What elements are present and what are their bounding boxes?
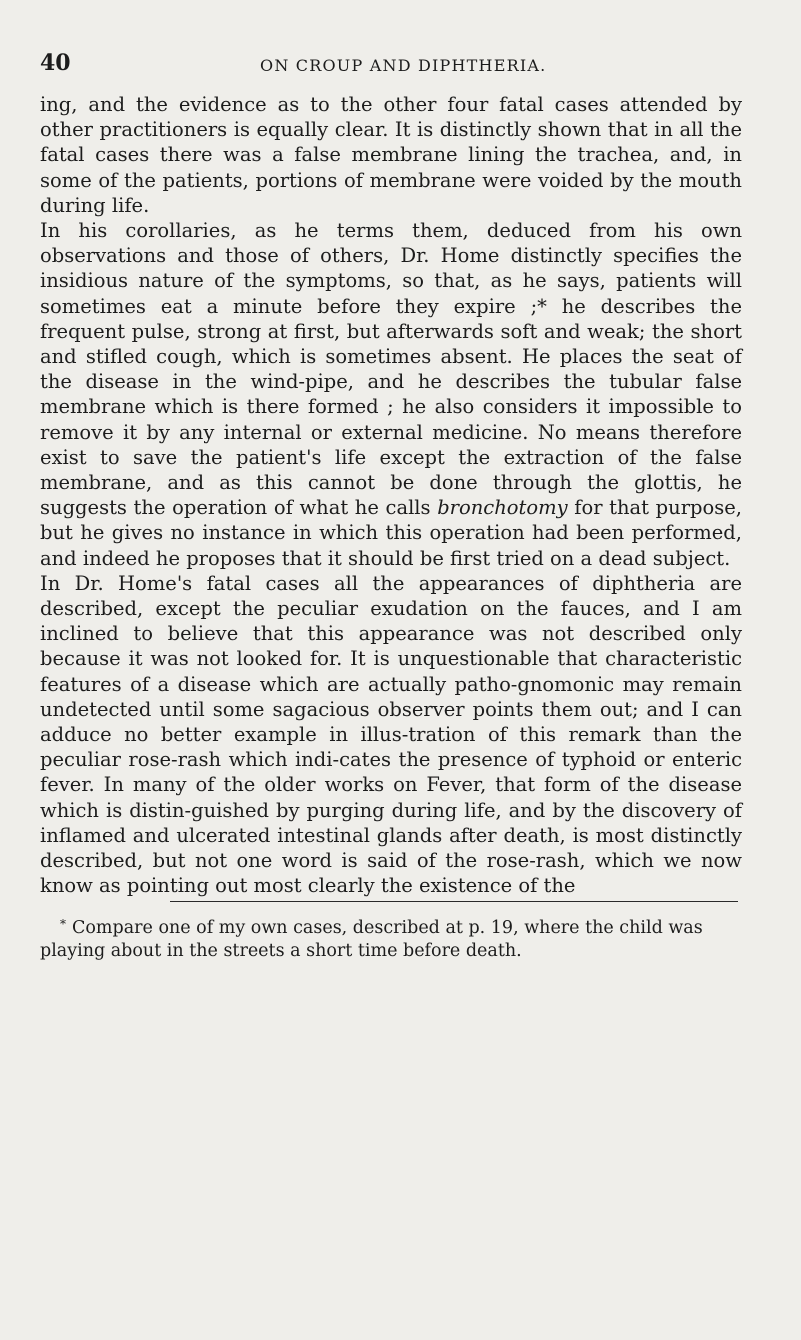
paragraph-2-text-b: for that purpose, but he gives no instance in which this operation had been performed, and indeed he proposes that it should be first tried on a dead subject. [40, 496, 742, 570]
page-header [40, 50, 740, 80]
page-number: 40 [40, 50, 71, 76]
footnote [40, 913, 740, 963]
paragraph-3: In Dr. Home's fatal cases all the appearances of diphtheria are described, except the peculiar exudation on the fauces, and I am inclined to believe that this appearance was not described only because it was not looked for. It is unquestionable that characteristic features of a disease which are actually patho-gnomonic may remain undetected until some sagacious observer points them out; and I can adduce no better example in illus-tration of this remark than the peculiar rose-rash which indi-cates the presence of typhoid or enteric fever. In many of the older works on Fever, that form of the disease which is distin-guished by purging during life, and by the discovery of inflamed and ulcerated intestinal glands after death, is most distinctly described, but not one word is said of the rose-rash, which we now know as pointing out most clearly the existence of the [40, 571, 742, 898]
footnote-text: Compare one of my own cases, described at p. 19, where the child was playing about in the streets a short time before death. [40, 918, 703, 961]
footnote-mark: * [60, 917, 66, 931]
paragraph-2 [40, 218, 742, 571]
footnote-rule [170, 901, 738, 902]
body-text [40, 92, 742, 899]
italic-term: bronchotomy [437, 496, 568, 520]
paragraph-1: ing, and the evidence as to the other four fatal cases attended by other practitioners is equally clear. It is distinctly shown that in all the fatal cases there was a false membrane lining the trachea, and, in some of the patients, portions of membrane were voided by the mouth during life. [40, 93, 742, 217]
paragraph-2-text-a: In his corollaries, as he terms them, deduced from his own observations and those of others, Dr. Home distinctly specifies the insidious nature of the symptoms, so that, as he says, patients will sometimes eat a minute before they expire ;* he describes the frequent pulse, strong at first, but afterwards soft and weak; the short and stifled cough, which is sometimes absent. He places the seat of the disease in the wind-pipe, and he describes the tubular false membrane which is there formed ; he also considers it impossible to remove it by any internal or external medicine. No means therefore exist to save the patient's life except the extraction of the false membrane, and as this cannot be done through the glottis, he suggests the operation of what he calls [40, 219, 742, 520]
running-head: ON CROUP AND DIPHTHERIA. [260, 56, 547, 75]
